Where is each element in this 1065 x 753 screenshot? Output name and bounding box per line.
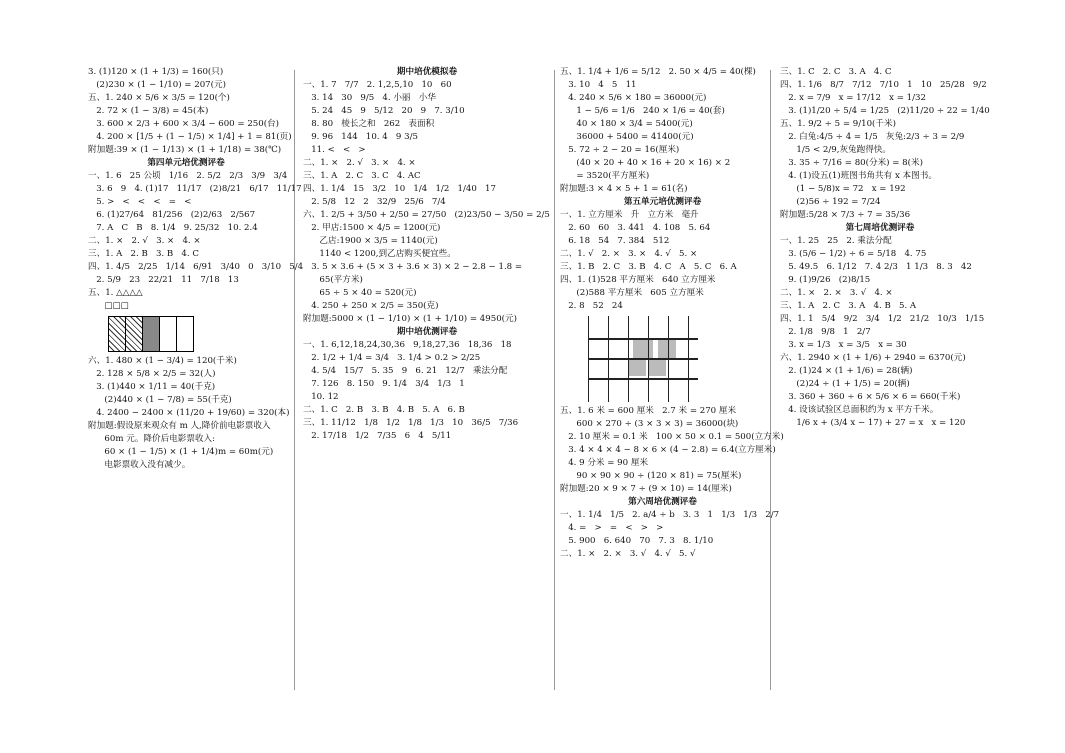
answer-line: 3. x = 1/3 x = 3/5 x = 30 — [780, 340, 907, 350]
answer-line: 65 ÷ 5 × 40 = 520(元) — [303, 288, 417, 298]
answer-line: 六、1. 2/5 + 3/50 + 2/50 = 27/50 (2)23/50 − 3/50 = 2/5 — [303, 210, 550, 220]
answer-line: 4. 5/4 15/7 5. 35 9 6. 21 12/7 乘法分配 — [303, 366, 508, 376]
answer-line: 二、1. × 2. × 3. √ 4. √ 5. √ — [560, 549, 696, 559]
answer-line: 3. (1)440 × 1/11 = 40(千克) — [88, 382, 216, 392]
answer-line: 65(平方米) — [303, 275, 363, 285]
answer-line: 三、1. 11/12 1/8 1/2 1/8 1/3 10 36/5 7/36 — [303, 418, 519, 428]
answer-column-3 — [560, 66, 784, 561]
answer-line: 2. 72 × (1 − 3/8) = 45(本) — [88, 106, 209, 116]
answer-line: 2. 17/18 1/2 7/35 6 4 5/11 — [303, 431, 452, 441]
answer-line: 五、1. 6 米 = 600 厘米 2.7 米 = 270 厘米 — [560, 406, 737, 416]
answer-line: 一、1. 1/4 1/5 2. a/4 ÷ b 3. 3 1 1/3 1/3 2/7 — [560, 510, 780, 520]
answer-line: 乙店:1900 × 3/5 = 1140(元) — [303, 236, 438, 246]
fraction-figure — [108, 316, 284, 352]
answer-line: 5. > < < < = < — [88, 197, 192, 207]
answer-column-2 — [303, 66, 551, 443]
answer-line: 9. (1)9/26 (2)8/15 — [780, 275, 871, 285]
cube-net-grid — [588, 316, 698, 402]
answer-line: 7. 126 8. 150 9. 1/4 3/4 1/3 1 — [303, 379, 465, 389]
column-divider-3 — [770, 70, 771, 690]
answer-line: 二、1. × 2. √ 3. × 4. × — [88, 236, 201, 246]
answer-line: 4. 240 × 5/6 × 180 = 36000(元) — [560, 93, 707, 103]
answer-line: 2. 1/8 9/8 1 2/7 — [780, 327, 871, 337]
answer-line: 附加题:5/28 × 7/3 ÷ 7 = 35/36 — [780, 210, 911, 220]
answer-line: (40 × 20 + 40 × 16 + 20 × 16) × 2 — [560, 158, 731, 168]
answer-line: 1140 < 1200,到乙店购买便宜些。 — [303, 249, 456, 259]
answer-line: 3. 360 + 360 ÷ 6 × 5/6 × 6 = 660(千米) — [780, 392, 961, 402]
answer-line: 3. 5 × 3.6 + (5 × 3 + 3.6 × 3) × 2 − 2.8 − 1.8 = — [303, 262, 523, 272]
column-divider-2 — [554, 70, 555, 690]
answer-line: 1/6 x + (3/4 x − 17) + 27 = x x = 120 — [780, 418, 966, 428]
answer-line: = 3520(平方厘米) — [560, 171, 650, 181]
answer-column-4 — [780, 66, 990, 430]
answer-line: (2)24 ÷ (1 + 1/5) = 20(辆) — [780, 379, 910, 389]
answer-line: 2. (1)24 × (1 + 1/6) = 28(辆) — [780, 366, 913, 376]
answer-line: 一、1. 6,12,18,24,30,36 9,18,27,36 18,36 18 — [303, 340, 512, 350]
answer-line: 4. 2400 − 2400 × (11/20 + 19/60) = 320(本) — [88, 408, 290, 418]
answer-line: 四、1. (1)528 平方厘米 640 立方厘米 — [560, 275, 716, 285]
answer-line: 二、1. √ 2. × 3. × 4. √ 5. × — [560, 249, 698, 259]
answer-line: 六、1. 480 × (1 − 3/4) = 120(千米) — [88, 356, 237, 366]
answer-line: 7. A C B 8. 1/4 9. 25/32 10. 2.4 — [88, 223, 258, 233]
answer-column-1 — [88, 66, 304, 472]
answer-line: 二、1. × 2. √ 3. × 4. × — [303, 158, 416, 168]
answer-line: 二、1. C 2. B 3. B 4. B 5. A 6. B — [303, 405, 465, 415]
section-heading: 第四单元培优测评卷 — [147, 158, 225, 168]
answer-line: 附加题:假设原来观众有 m 人,降价前电影票收入 — [88, 421, 271, 431]
answer-line: 3. 35 ÷ 7/16 = 80(分米) = 8(米) — [780, 158, 923, 168]
section-heading: 第五单元培优测评卷 — [623, 197, 702, 207]
answer-line: (2)56 ÷ 192 = 7/24 — [780, 197, 881, 207]
answer-line: 五、1. 9/2 ÷ 5 = 9/10(千米) — [780, 119, 896, 129]
answer-line: 附加题:3 × 4 × 5 + 1 = 61(名) — [560, 184, 688, 194]
answer-line: 8. 80 棱长之和 262 表面积 — [303, 119, 435, 129]
section-heading: 期中培优测评卷 — [396, 327, 458, 337]
answer-line: (2)230 × (1 − 1/10) = 207(元) — [88, 80, 226, 90]
answer-line: 2. x = 7/9 x = 17/12 x = 1/32 — [780, 93, 926, 103]
answer-line: 11. < < > — [303, 145, 366, 155]
answer-line: 5. 72 ÷ 2 − 20 = 16(厘米) — [560, 145, 680, 155]
answer-line: 5. 900 6. 640 70 7. 3 8. 1/10 — [560, 536, 714, 546]
answer-line: 4. 250 + 250 × 2/5 = 350(克) — [303, 301, 439, 311]
answer-line: 60m 元。降价后电影票收入: — [88, 434, 216, 444]
answer-line: 2. 8 52 24 — [560, 301, 623, 311]
answer-line: 3. (1)1/20 ÷ 5/4 = 1/25 (2)11/20 ÷ 22 = 1/40 — [780, 106, 990, 116]
answer-line: 4. 200 × [1/5 + (1 − 1/5) × 1/4] + 1 = 81(页) — [88, 132, 292, 142]
answer-line: 三、1. A 2. C 3. C 4. AC — [303, 171, 421, 181]
answer-line: 600 × 270 ÷ (3 × 3 × 3) = 36000(块) — [560, 419, 739, 429]
answer-line: □□□ — [88, 301, 129, 311]
answer-line: 五、1. 240 × 5/6 × 3/5 = 120(个) — [88, 93, 230, 103]
answer-line: 2. 5/9 23 22/21 11 7/18 13 — [88, 275, 239, 285]
answer-line: 一、1. 6 25 公顷 1/16 2. 5/2 2/3 3/9 3/4 — [88, 171, 288, 181]
answer-line: 3. 4 × 4 × 4 − 8 × 6 × (4 − 2.8) = 6.4(立方厘米) — [560, 445, 776, 455]
answer-line: 36000 + 5400 = 41400(元) — [560, 132, 694, 142]
answer-line: 3. (5/6 − 1/2) ÷ 6 = 5/18 4. 75 — [780, 249, 927, 259]
answer-line: 三、1. B 2. C 3. B 4. C A 5. C 6. A — [560, 262, 737, 272]
answer-line: 四、1. 1 5/4 9/2 3/4 1/2 21/2 10/3 1/15 — [780, 314, 985, 324]
answer-line: 附加题:5000 × (1 − 1/10) × (1 + 1/10) = 4950(元) — [303, 314, 517, 324]
answer-line: 9. 96 144 10. 4 9 3/5 — [303, 132, 418, 142]
answer-line: 二、1. × 2. × 3. √ 4. × — [780, 288, 893, 298]
answer-line: 一、1. 7 7/7 2. 1,2,5,10 10 60 — [303, 80, 452, 90]
answer-line: 3. 10 4 5 11 — [560, 80, 637, 90]
answer-line: 2. 60 60 3. 441 4. 108 5. 64 — [560, 223, 711, 233]
answer-line: 附加题:20 × 9 × 7 ÷ (9 × 10) = 14(厘米) — [560, 484, 732, 494]
answer-line: 2. 5/8 12 2 32/9 25/6 7/4 — [303, 197, 446, 207]
answer-line: 2. 128 × 5/8 × 2/5 = 32(人) — [88, 369, 216, 379]
answer-line: 三、1. A 2. C 3. A 4. B 5. A — [780, 301, 917, 311]
answer-line: 五、1. 1/4 + 1/6 = 5/12 2. 50 × 4/5 = 40(棵) — [560, 67, 756, 77]
section-heading: 期中培优模拟卷 — [396, 67, 458, 77]
answer-line: 6. 18 54 7. 384 512 — [560, 236, 670, 246]
answer-line: 3. (1)120 × (1 + 1/3) = 160(只) — [88, 67, 224, 77]
answer-line: 90 × 90 × 90 ÷ (120 × 81) = 75(厘米) — [560, 471, 742, 481]
answer-line: 40 × 180 × 3/4 = 5400(元) — [560, 119, 693, 129]
answer-line: 4. = > = < > > — [560, 523, 664, 533]
answer-line: 3. 14 30 9/5 4. 小丽 小华 — [303, 93, 436, 103]
answer-line: 四、1. 1/4 15 3/2 10 1/4 1/2 1/40 17 — [303, 184, 496, 194]
answer-line: 一、1. 立方厘米 升 立方米 毫升 — [560, 210, 699, 220]
answer-line: 2. 1/2 + 1/4 = 3/4 3. 1/4 > 0.2 > 2/25 — [303, 353, 481, 363]
answer-line: (2)440 × (1 − 7/8) = 55(千克) — [88, 395, 232, 405]
answer-line: (1 − 5/8)x = 72 x = 192 — [780, 184, 906, 194]
answer-line: 三、1. C 2. C 3. A 4. C — [780, 67, 892, 77]
answer-line: 3. 6 9 4. (1)17 11/17 (2)8/21 6/17 11/17 — [88, 184, 302, 194]
answer-line: 一、1. 25 25 2. 乘法分配 — [780, 236, 892, 246]
answer-line: 6. (1)27/64 81/256 (2)2/63 2/567 — [88, 210, 256, 220]
answer-line: 四、1. 1/6 8/7 7/12 7/10 1 10 25/28 9/2 — [780, 80, 987, 90]
answer-line: 六、1. 2940 × (1 + 1/6) + 2940 = 6370(元) — [780, 353, 966, 363]
answer-line: 4. (1)设五(1)班图书角共有 x 本图书。 — [780, 171, 937, 181]
answer-line: 附加题:39 × (1 − 1/13) × (1 + 1/18) = 38(℃) — [88, 145, 282, 155]
answer-line: 五、1. △△△△ — [88, 288, 143, 298]
answer-line: 三、1. A 2. B 3. B 4. C — [88, 249, 199, 259]
column-divider-1 — [294, 70, 295, 690]
answer-line: 4. 设该试验区总面积约为 x 平方千米。 — [780, 405, 939, 415]
answer-line: 2. 甲店:1500 × 4/5 = 1200(元) — [303, 223, 441, 233]
answer-line: 1/5 < 2/9,灰兔跑得快。 — [780, 145, 892, 155]
section-heading: 第七周培优测评卷 — [845, 223, 915, 233]
answer-line: 60 × (1 − 1/5) × (1 + 1/4)m = 60m(元) — [88, 447, 274, 457]
answer-line: 1 − 5/6 = 1/6 240 × 1/6 = 40(套) — [560, 106, 725, 116]
answer-line: 2. 10 厘米 = 0.1 米 100 × 50 × 0.1 = 500(立方米) — [560, 432, 784, 442]
answer-line: (2)588 平方厘米 605 立方厘米 — [560, 288, 704, 298]
section-heading: 第六周培优测评卷 — [628, 497, 697, 507]
answer-line: 3. 600 × 2/3 + 600 × 3/4 − 600 = 250(台) — [88, 119, 280, 129]
answer-line: 4. 9 分米 = 90 厘米 — [560, 458, 649, 468]
answer-line: 四、1. 4/5 2/25 1/14 6/91 3/40 0 3/10 5/4 — [88, 262, 304, 272]
answer-line: 电影票收入没有减少。 — [88, 460, 191, 470]
answer-line: 5. 24 45 9 5/12 20 9 7. 3/10 — [303, 106, 465, 116]
answer-line: 10. 12 — [303, 392, 339, 402]
answer-line: 2. 白兔:4/5 ÷ 4 = 1/5 灰兔:2/3 ÷ 3 = 2/9 — [780, 132, 965, 142]
answer-line: 5. 49.5 6. 1/12 7. 4 2/3 1 1/3 8. 3 42 — [780, 262, 972, 272]
